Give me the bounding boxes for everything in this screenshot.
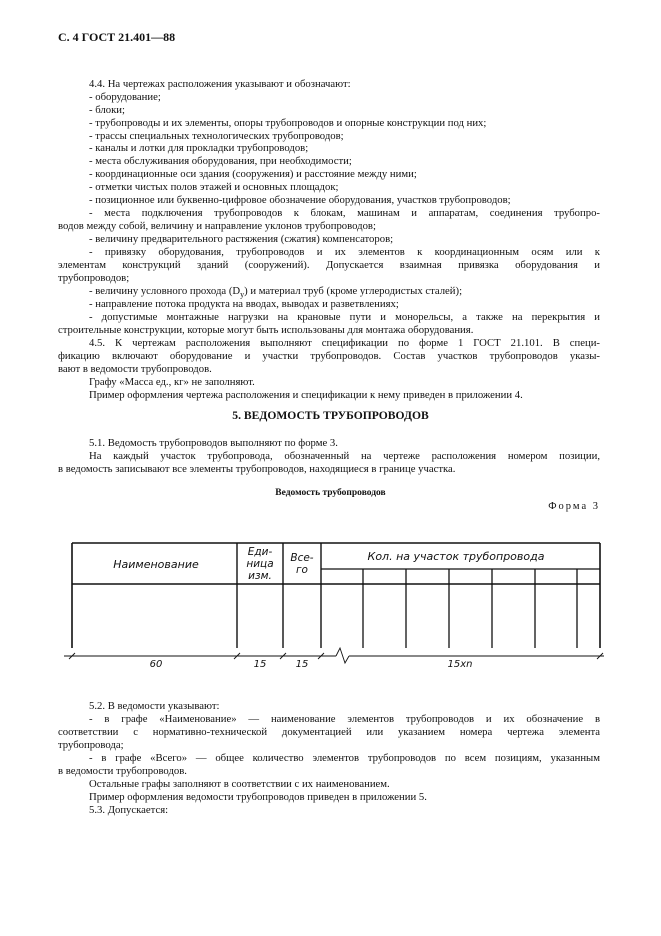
dn-text-after: ) и материал труб (кроме углеродистых сталей); [244, 285, 463, 297]
list-item: - трассы специальных технологических трубопроводов; [89, 130, 344, 142]
dimension-tick [280, 653, 286, 659]
list-item: - отметки чистых полов этажей и основных площадок; [89, 181, 339, 193]
paragraph-line: фикацию включают оборудование и участки трубопроводов. Состав участков трубопроводов указы- [58, 350, 600, 362]
list-item: - блоки; [89, 104, 125, 116]
list-item: - величину предварительного растяжения (сжатия) компенсаторов; [89, 233, 394, 245]
col-unit-header-line: изм. [248, 570, 272, 582]
dimension-tick [69, 653, 75, 659]
col-unit-header-line: Еди- [247, 546, 273, 558]
col-qty-header: Кол. на участок трубопровода [367, 550, 545, 563]
list-item: - координационные оси здания (сооружения) и расстояние между ними; [89, 168, 417, 180]
form-title: Ведомость трубопроводов [275, 488, 386, 498]
list-item: - в графе «Всего» — общее количество элементов трубопроводов по всем позициям, указанным [89, 752, 600, 764]
list-item: - оборудование; [89, 91, 161, 103]
form-label: Форма 3 [548, 501, 600, 512]
section-title: 5. ВЕДОМОСТЬ ТРУБОПРОВОДОВ [232, 409, 429, 422]
list-item: - трубопроводы и их элементы, опоры трубопроводов и опорные конструкции под них; [89, 117, 487, 129]
list-item: - места обслуживания оборудования, при необходимости; [89, 155, 352, 167]
paragraph-line: 5.1. Ведомость трубопроводов выполняют по форме 3. [89, 437, 338, 449]
dimension-tick [234, 653, 240, 659]
dimension-label: 15хn [447, 659, 473, 670]
paragraph-line: трубопровода; [58, 739, 124, 751]
list-item: - допустимые монтажные нагрузки на крановые пути и монорельсы, а также на перекрытия и [89, 311, 600, 323]
dn-subscript: у [240, 290, 245, 300]
page-header: С. 4 ГОСТ 21.401—88 [58, 30, 176, 44]
list-item: - места подключения трубопроводов к блокам, машинам и аппаратам, соединения трубопро- [89, 207, 600, 219]
dimension-tick [597, 653, 603, 659]
dimension-label: 60 [149, 659, 163, 670]
paragraph-line: 4.5. К чертежам расположения выполняют спецификации по форме 1 ГОСТ 21.101. В специ- [89, 337, 600, 349]
list-item: - привязку оборудования, трубопроводов и их элементов к координационным осям или к [89, 246, 600, 258]
col-total-header-line: Все- [290, 552, 314, 564]
paragraph-line: На каждый участок трубопровода, обозначенный на чертеже расположения номером позиции, [89, 450, 600, 462]
list-item: - каналы и лотки для прокладки трубопроводов; [89, 142, 309, 154]
col-name-header: Наименование [113, 558, 199, 571]
paragraph-line: элементам конструкций зданий (сооружений). Допускается взаимная привязка оборудования и [58, 259, 600, 271]
paragraph-line: 4.4. На чертежах расположения указывают и обозначают: [89, 78, 351, 90]
dimension-break [336, 648, 349, 663]
paragraph-line: Пример оформления чертежа расположения и спецификации к нему приведен в приложении 4. [89, 389, 523, 401]
list-item: - позиционное или буквенно-цифровое обозначение оборудования, участков трубопроводов; [89, 194, 511, 206]
paragraph-line: 5.3. Допускается: [89, 804, 169, 816]
dn-text-before: - величину условного прохода (D [89, 285, 241, 297]
dimension-tick [318, 653, 324, 659]
paragraph-line: строительные конструкции, которые могут быть использованы для монтажа оборудования. [58, 324, 474, 336]
paragraph-line: в ведомости трубопроводов. [58, 765, 187, 777]
list-item: - в графе «Наименование» — наименование элементов трубопроводов и их обозначение в [89, 713, 600, 725]
paragraph-line: вают в ведомости трубопроводов. [58, 363, 212, 375]
paragraph-line: водов между собой, величину и направление уклонов трубопроводов; [58, 220, 376, 232]
dimension-label: 15 [295, 659, 309, 670]
col-unit-header-line: ница [246, 558, 274, 570]
paragraph-line: трубопроводов; [58, 272, 130, 284]
paragraph-line: Остальные графы заполняют в соответствии с их наименованием. [89, 778, 390, 790]
col-total-header-line: го [296, 564, 308, 576]
paragraph-line: 5.2. В ведомости указывают: [89, 700, 220, 712]
dimension-label: 15 [253, 659, 267, 670]
paragraph-line: в ведомость записывают все элементы трубопроводов, находящиеся в границе участка. [58, 463, 456, 475]
paragraph-line: соответствии с нормативно-технической документацией или указанием номера чертежа элемента [58, 726, 600, 738]
list-item: - направление потока продукта на вводах, выводах и разветвлениях; [89, 298, 399, 310]
paragraph-line: Пример оформления ведомости трубопроводов приведен в приложении 5. [89, 791, 427, 803]
paragraph-line: Графу «Масса ед., кг» не заполняют. [89, 376, 255, 388]
